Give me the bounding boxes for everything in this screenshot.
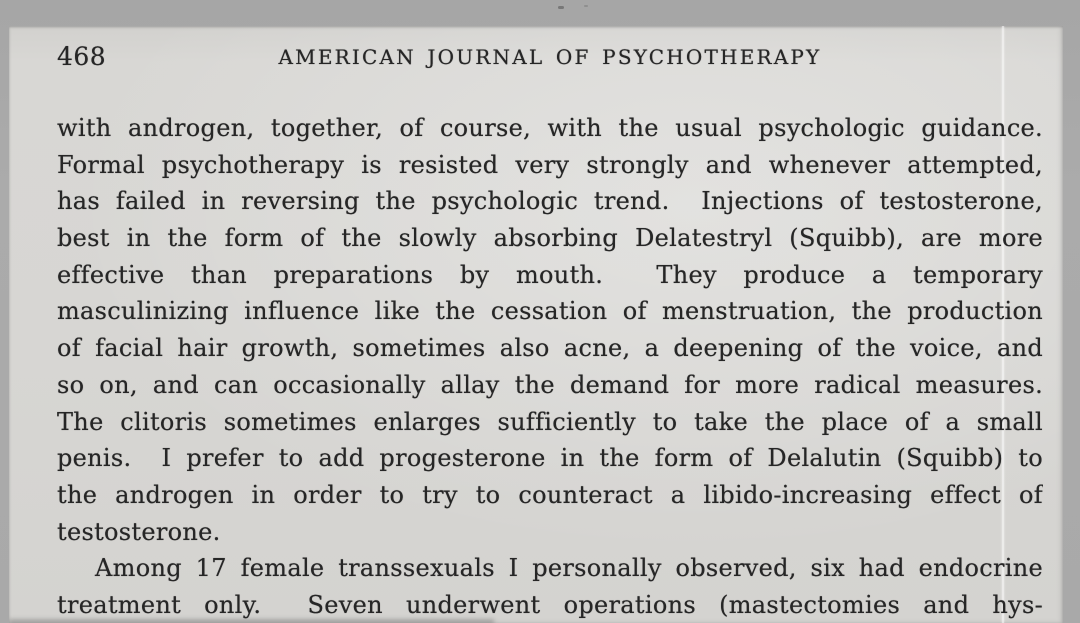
text-line-4: best in the form of the slowly absorbing Delatestryl (Squibb), are more <box>57 224 1043 253</box>
text-line-12: testosterone. <box>57 517 221 546</box>
text-line-5: effective than preparations by mouth. They produce a temporary <box>57 260 1043 289</box>
text-line-11: the androgen in order to try to counteract a libido-increasing effect of <box>57 480 1043 509</box>
text-line-1: with androgen, together, of course, with the usual psychologic guidance. <box>57 114 1043 142</box>
text-line-9: The clitoris sometimes enlarges sufficiently to take the place of a small <box>57 407 1043 436</box>
running-head: AMERICAN JOURNAL OF PSYCHOTHERAPY <box>278 45 822 69</box>
text-line-2: Formal psychotherapy is resisted very strongly and whenever attempted, <box>57 150 1043 179</box>
text-line-10: penis. I prefer to add progesterone in the form of Delalutin (Squibb) to <box>57 444 1043 473</box>
scan-speck-small <box>584 5 588 7</box>
text-line-3: has failed in reversing the psychologic trend. Injections of testosterone, <box>57 187 1043 216</box>
text-line-6: masculinizing influence like the cessation of menstruation, the production <box>57 297 1043 326</box>
text-line-7: of facial hair growth, sometimes also acne, a deepening of the voice, and <box>57 334 1043 363</box>
scan-speck <box>558 6 564 9</box>
text-line-13: Among 17 female transsexuals I personally observed, six had endocrine <box>95 554 1043 583</box>
page-number: 468 <box>57 42 107 71</box>
scan-edge-shadow <box>9 619 494 623</box>
page-header <box>57 42 1043 72</box>
text-line-14: treatment only. Seven underwent operations (mastectomies and hys- <box>57 590 1043 619</box>
body-text <box>57 110 1043 623</box>
paper <box>9 26 1063 623</box>
text-line-8: so on, and can occasionally allay the demand for more radical measures. <box>57 370 1043 399</box>
